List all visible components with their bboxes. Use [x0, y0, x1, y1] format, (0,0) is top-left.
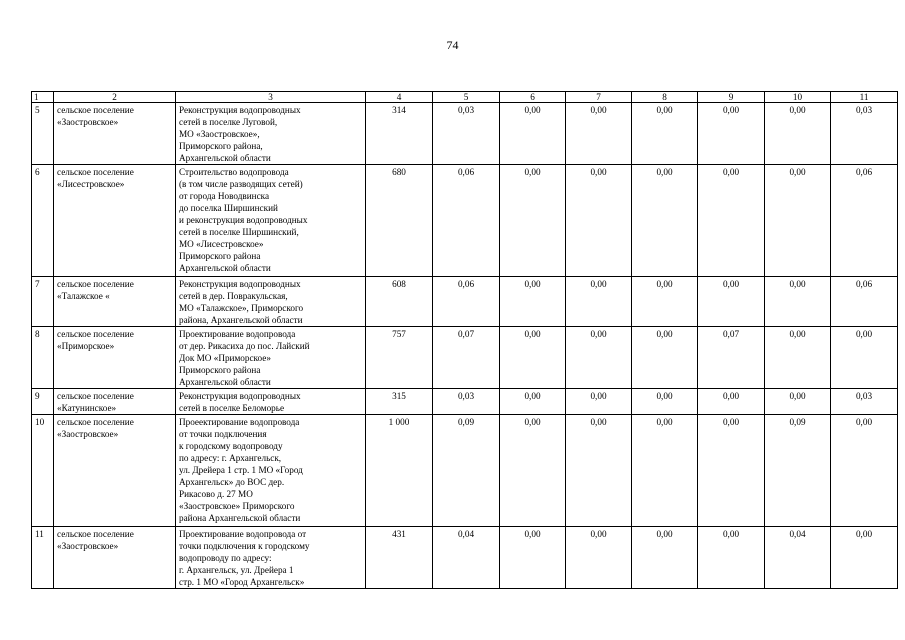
- value-cell: 0,00: [831, 415, 898, 527]
- value-cell: 431: [366, 527, 433, 589]
- row-number-cell: 9: [32, 389, 54, 415]
- value-cell: 0,00: [698, 415, 765, 527]
- value-cell: 0,00: [566, 103, 632, 165]
- header-cell: 2: [54, 92, 176, 103]
- value-cell: 0,00: [566, 165, 632, 277]
- table-row: [32, 277, 898, 327]
- header-cell: 11: [831, 92, 898, 103]
- value-cell: 0,00: [632, 103, 698, 165]
- project-description-cell: Строительство водопровода (в том числе разводящих сетей) от города Новодвинска до поселка Ширшинский и реконструкция водопроводных сетей в поселке Ширшинский, МО «Лисестровское» Приморского района Архангельской области: [176, 165, 366, 277]
- value-cell: 0,00: [500, 527, 566, 589]
- value-cell: 0,00: [698, 277, 765, 327]
- table-row: [32, 327, 898, 389]
- project-description-cell: Реконструкция водопроводных сетей в поселке Беломорье: [176, 389, 366, 415]
- value-cell: 0,00: [500, 165, 566, 277]
- value-cell: 0,00: [632, 165, 698, 277]
- value-cell: 0,06: [433, 277, 500, 327]
- settlement-cell: сельское поселение «Заостровское»: [54, 415, 176, 527]
- settlement-cell: сельское поселение «Заостровское»: [54, 527, 176, 589]
- value-cell: 0,00: [500, 327, 566, 389]
- settlement-cell: сельское поселение «Талажское «: [54, 277, 176, 327]
- project-description-cell: Проеектирование водопровода от точки подключения к городскому водопроводу по адресу: г. Архангельск, ул. Дрейера 1 стр. 1 МО «Город Архангельск» до ВОС дер. Рикасово д. 27 МО «Заостровское» Приморского района Архангельской области: [176, 415, 366, 527]
- table-row: [32, 527, 898, 589]
- value-cell: 0,00: [566, 527, 632, 589]
- value-cell: 315: [366, 389, 433, 415]
- value-cell: 0,00: [632, 389, 698, 415]
- value-cell: 0,06: [433, 165, 500, 277]
- value-cell: 0,03: [433, 103, 500, 165]
- header-cell: 7: [566, 92, 632, 103]
- settlement-cell: сельское поселение «Заостровское»: [54, 103, 176, 165]
- table-row: [32, 389, 898, 415]
- value-cell: 0,00: [765, 103, 831, 165]
- value-cell: 0,03: [433, 389, 500, 415]
- value-cell: 0,00: [765, 277, 831, 327]
- value-cell: 0,00: [632, 327, 698, 389]
- value-cell: 0,06: [831, 277, 898, 327]
- value-cell: 0,00: [765, 389, 831, 415]
- value-cell: 0,00: [698, 103, 765, 165]
- value-cell: 0,00: [831, 327, 898, 389]
- settlement-cell: сельское поселение «Катунинское»: [54, 389, 176, 415]
- project-description-cell: Проектирование водопровода от точки подключения к городскому водопроводу по адресу: г. Архангельск, ул. Дрейера 1 стр. 1 МО «Город Архангельск»: [176, 527, 366, 589]
- row-number-cell: 7: [32, 277, 54, 327]
- value-cell: 0,03: [831, 103, 898, 165]
- row-number-cell: 6: [32, 165, 54, 277]
- table-header-row: [32, 92, 898, 103]
- header-cell: 8: [632, 92, 698, 103]
- value-cell: 0,07: [433, 327, 500, 389]
- header-cell: 10: [765, 92, 831, 103]
- settlement-cell: сельское поселение «Приморское»: [54, 327, 176, 389]
- value-cell: 1 000: [366, 415, 433, 527]
- value-cell: 0,00: [765, 327, 831, 389]
- value-cell: 0,00: [831, 527, 898, 589]
- value-cell: 0,00: [500, 103, 566, 165]
- row-number-cell: 8: [32, 327, 54, 389]
- table-row: [32, 103, 898, 165]
- project-description-cell: Проектирование водопровода от дер. Рикасиха до пос. Лайский Док МО «Приморское» Приморского района Архангельской области: [176, 327, 366, 389]
- header-cell: 3: [176, 92, 366, 103]
- table-row: [32, 165, 898, 277]
- value-cell: 314: [366, 103, 433, 165]
- value-cell: 0,00: [632, 527, 698, 589]
- value-cell: 0,00: [500, 389, 566, 415]
- value-cell: 0,04: [433, 527, 500, 589]
- value-cell: 680: [366, 165, 433, 277]
- value-cell: 0,07: [698, 327, 765, 389]
- data-table: [31, 91, 898, 589]
- value-cell: 0,04: [765, 527, 831, 589]
- page-number: 74: [446, 38, 459, 52]
- header-cell: 1: [32, 92, 54, 103]
- value-cell: 0,00: [566, 327, 632, 389]
- value-cell: 0,00: [765, 165, 831, 277]
- header-cell: 9: [698, 92, 765, 103]
- value-cell: 0,09: [765, 415, 831, 527]
- row-number-cell: 11: [32, 527, 54, 589]
- value-cell: 0,00: [632, 415, 698, 527]
- value-cell: 0,00: [500, 277, 566, 327]
- row-number-cell: 5: [32, 103, 54, 165]
- settlement-cell: сельское поселение «Лисестровское»: [54, 165, 176, 277]
- value-cell: 0,09: [433, 415, 500, 527]
- value-cell: 0,06: [831, 165, 898, 277]
- value-cell: 0,00: [566, 277, 632, 327]
- value-cell: 0,03: [831, 389, 898, 415]
- table-row: [32, 415, 898, 527]
- value-cell: 0,00: [698, 389, 765, 415]
- row-number-cell: 10: [32, 415, 54, 527]
- value-cell: 757: [366, 327, 433, 389]
- header-cell: 6: [500, 92, 566, 103]
- project-description-cell: Реконструкция водопроводных сетей в дер. Повракульская, МО «Талажское», Приморского района, Архангельской области: [176, 277, 366, 327]
- table-body: [32, 92, 898, 589]
- value-cell: 0,00: [698, 165, 765, 277]
- header-cell: 4: [366, 92, 433, 103]
- value-cell: 0,00: [698, 527, 765, 589]
- value-cell: 0,00: [566, 389, 632, 415]
- value-cell: 608: [366, 277, 433, 327]
- value-cell: 0,00: [500, 415, 566, 527]
- value-cell: 0,00: [632, 277, 698, 327]
- header-cell: 5: [433, 92, 500, 103]
- value-cell: 0,00: [566, 415, 632, 527]
- project-description-cell: Реконструкция водопроводных сетей в поселке Луговой, МО «Заостровское», Приморского района, Архангельской области: [176, 103, 366, 165]
